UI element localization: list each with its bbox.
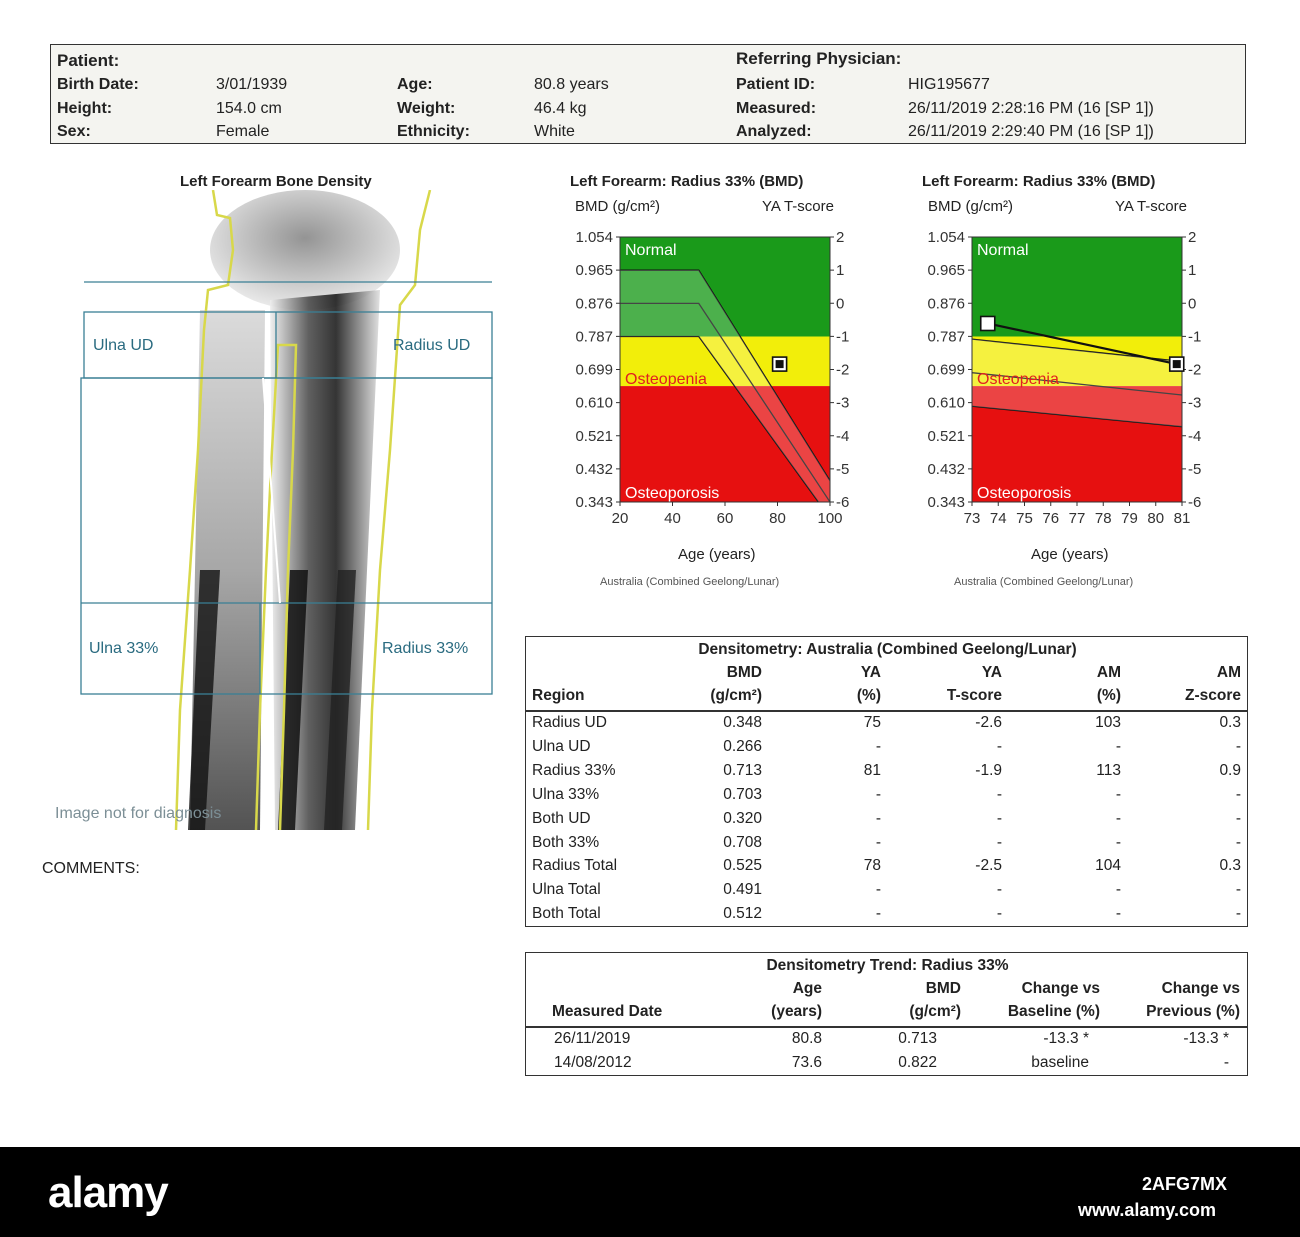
chart1-point-marker-0 bbox=[776, 360, 784, 368]
densitometry-header-top-5: AM bbox=[1216, 664, 1241, 681]
weight-label: Weight: bbox=[397, 100, 456, 117]
densitometry-cell-r6-c4: 104 bbox=[1095, 857, 1121, 875]
chart1-zone-label-0: Normal bbox=[625, 242, 677, 259]
patient-id-label: Patient ID: bbox=[736, 76, 816, 93]
densitometry-header-4: (%) bbox=[1096, 687, 1121, 704]
chart2-xtick-label: 74 bbox=[989, 510, 1007, 527]
densitometry-cell-r7-c1: 0.491 bbox=[723, 881, 762, 899]
chart2-xtick-label: 77 bbox=[1068, 510, 1086, 527]
chart2-ytick-label: 0.610 bbox=[927, 394, 965, 412]
densitometry-cell-r6-c2: 78 bbox=[863, 857, 881, 875]
height-value: 154.0 cm bbox=[216, 100, 282, 117]
chart1-zone-label-1: Osteopenia bbox=[625, 371, 707, 389]
chart2-plot bbox=[912, 222, 1232, 542]
comments-label: COMMENTS: bbox=[42, 860, 140, 877]
radius-ud-label: Radius UD bbox=[393, 337, 471, 354]
densitometry-header-2: (%) bbox=[856, 687, 881, 704]
chart1-ytick-label: 0.610 bbox=[575, 394, 613, 412]
chart2-xtick-label: 79 bbox=[1121, 510, 1138, 527]
chart2-y2tick-label: 0 bbox=[1188, 295, 1197, 313]
densitometry-cell-r1-c5: - bbox=[1235, 737, 1241, 755]
densitometry-cell-r7-c0: Ulna Total bbox=[532, 881, 601, 899]
densitometry-cell-r8-c5: - bbox=[1235, 905, 1241, 923]
measured-value: 26/11/2019 2:28:16 PM (16 [SP 1]) bbox=[908, 100, 1154, 117]
chart1-y2tick-label: -1 bbox=[836, 328, 850, 346]
chart1-y2tick-label: -6 bbox=[836, 494, 850, 511]
densitometry-cell-r7-c3: - bbox=[996, 881, 1002, 899]
chart2-point-0 bbox=[981, 316, 995, 330]
densitometry-header-5: Z-score bbox=[1185, 687, 1241, 704]
trend-header-rule bbox=[526, 1026, 1247, 1028]
chart1-xtick-label: 60 bbox=[716, 510, 734, 527]
chart2-xtick-label: 75 bbox=[1016, 510, 1033, 527]
alamy-logo: alamy bbox=[48, 1168, 168, 1217]
densitometry-cell-r3-c5: - bbox=[1235, 785, 1241, 803]
densitometry-cell-r3-c3: - bbox=[996, 785, 1002, 803]
densitometry-cell-r6-c1: 0.525 bbox=[723, 857, 762, 875]
densitometry-cell-r5-c5: - bbox=[1235, 833, 1241, 851]
chart2-ytick-label: 0.699 bbox=[927, 361, 965, 379]
chart2-title: Left Forearm: Radius 33% (BMD) bbox=[922, 173, 1156, 190]
forearm-scan-image bbox=[55, 190, 500, 830]
chart2-y2tick-label: -6 bbox=[1188, 494, 1202, 511]
chart1-y2tick-label: -4 bbox=[836, 427, 850, 445]
patient-id-value: HIG195677 bbox=[908, 76, 990, 93]
chart1-y2label: YA T-score bbox=[762, 198, 834, 215]
trend-header-1: (years) bbox=[771, 1003, 822, 1020]
ethnicity-label: Ethnicity: bbox=[397, 123, 470, 140]
chart1-ytick-label: 0.787 bbox=[575, 328, 613, 346]
chart1-plot bbox=[560, 222, 880, 542]
chart1-footnote: Australia (Combined Geelong/Lunar) bbox=[600, 576, 780, 588]
birth-date-value: 3/01/1939 bbox=[216, 76, 288, 93]
chart2-zone-label-0: Normal bbox=[977, 242, 1029, 259]
densitometry-cell-r2-c1: 0.713 bbox=[723, 761, 762, 779]
densitometry-header-1: (g/cm²) bbox=[710, 687, 762, 704]
densitometry-cell-r4-c1: 0.320 bbox=[723, 809, 762, 827]
chart2-ytick-label: 0.965 bbox=[927, 262, 965, 280]
chart1-xtick-label: 100 bbox=[817, 510, 843, 527]
densitometry-cell-r0-c4: 103 bbox=[1095, 714, 1121, 731]
trend-cell-r1-c1: 73.6 bbox=[791, 1054, 822, 1071]
patient-label: Patient: bbox=[57, 51, 120, 70]
trend-title: Densitometry Trend: Radius 33% bbox=[766, 957, 1009, 974]
trend-header-top-1: Age bbox=[792, 980, 822, 997]
densitometry-cell-r7-c5: - bbox=[1235, 881, 1241, 899]
densitometry-cell-r1-c2: - bbox=[875, 737, 881, 755]
trend-cell-r0-c2: 0.713 bbox=[898, 1030, 937, 1047]
chart2-ytick-label: 0.876 bbox=[927, 295, 965, 313]
chart2-ylabel: BMD (g/cm²) bbox=[928, 198, 1013, 215]
chart2-footnote: Australia (Combined Geelong/Lunar) bbox=[954, 576, 1134, 588]
densitometry-cell-r2-c4: 113 bbox=[1096, 761, 1121, 779]
trend-cell-r0-c0: 26/11/2019 bbox=[554, 1030, 631, 1047]
trend-header-top-2: BMD bbox=[925, 980, 961, 997]
densitometry-header-top-3: YA bbox=[981, 664, 1002, 681]
densitometry-cell-r7-c2: - bbox=[875, 881, 881, 899]
densitometry-cell-r3-c1: 0.703 bbox=[723, 785, 762, 803]
densitometry-cell-r4-c3: - bbox=[996, 809, 1002, 827]
chart1-xlabel: Age (years) bbox=[678, 546, 756, 563]
ulna-ud-label: Ulna UD bbox=[93, 337, 154, 354]
age-value: 80.8 years bbox=[534, 76, 609, 93]
chart2-y2tick-label: -1 bbox=[1188, 328, 1202, 346]
densitometry-cell-r4-c0: Both UD bbox=[532, 809, 591, 827]
chart1-ytick-label: 0.432 bbox=[575, 460, 613, 478]
chart2-zone-label-2: Osteoporosis bbox=[977, 485, 1072, 502]
chart1-ytick-label: 0.965 bbox=[575, 262, 613, 280]
densitometry-cell-r5-c0: Both 33% bbox=[532, 833, 600, 851]
densitometry-cell-r0-c3: -2.6 bbox=[975, 714, 1002, 731]
scan-title: Left Forearm Bone Density bbox=[180, 173, 372, 190]
densitometry-cell-r5-c4: - bbox=[1115, 833, 1121, 851]
chart1-ytick-label: 0.521 bbox=[575, 427, 613, 445]
densitometry-cell-r8-c2: - bbox=[875, 905, 881, 923]
chart2-xtick-label: 81 bbox=[1173, 510, 1191, 527]
trend-header-top-4: Change vs bbox=[1161, 980, 1240, 997]
chart1-xtick-label: 80 bbox=[769, 510, 786, 527]
trend-header-top-3: Change vs bbox=[1021, 980, 1100, 997]
chart1-xtick-label: 20 bbox=[611, 510, 629, 527]
chart2-xtick-label: 73 bbox=[963, 510, 981, 527]
densitometry-cell-r1-c1: 0.266 bbox=[723, 737, 762, 755]
chart1-zone-label-2: Osteoporosis bbox=[625, 485, 720, 502]
chart2-point-marker-1 bbox=[1173, 360, 1181, 368]
measured-label: Measured: bbox=[736, 100, 817, 117]
watermark-bar bbox=[0, 1147, 1300, 1237]
densitometry-cell-r4-c5: - bbox=[1235, 809, 1241, 827]
densitometry-cell-r7-c4: - bbox=[1115, 881, 1121, 899]
trend-header-0: Measured Date bbox=[552, 1003, 663, 1020]
chart1-title: Left Forearm: Radius 33% (BMD) bbox=[570, 173, 804, 190]
chart1-ytick-label: 0.343 bbox=[575, 494, 613, 511]
chart2-y2tick-label: -3 bbox=[1188, 394, 1202, 412]
trend-cell-r0-c4: -13.3 * bbox=[1183, 1030, 1229, 1047]
densitometry-cell-r6-c0: Radius Total bbox=[532, 857, 618, 875]
densitometry-cell-r8-c4: - bbox=[1115, 905, 1121, 923]
densitometry-cell-r2-c5: 0.9 bbox=[1219, 761, 1241, 779]
weight-value: 46.4 kg bbox=[534, 100, 587, 117]
densitometry-cell-r3-c2: - bbox=[875, 785, 881, 803]
sex-label: Sex: bbox=[57, 123, 91, 140]
densitometry-cell-r0-c0: Radius UD bbox=[532, 714, 607, 731]
chart1-y2tick-label: -2 bbox=[836, 361, 850, 379]
chart1-y2tick-label: 1 bbox=[836, 262, 845, 280]
densitometry-cell-r1-c4: - bbox=[1115, 737, 1121, 755]
trend-cell-r0-c1: 80.8 bbox=[791, 1030, 822, 1047]
chart2-zone-label-1: Osteopenia bbox=[977, 371, 1059, 389]
chart1-ylabel: BMD (g/cm²) bbox=[575, 198, 660, 215]
densitometry-cell-r0-c5: 0.3 bbox=[1219, 714, 1241, 731]
trend-cell-r1-c2: 0.822 bbox=[898, 1054, 937, 1071]
chart1-ytick-label: 1.054 bbox=[575, 229, 613, 246]
chart2-ytick-label: 0.343 bbox=[927, 494, 965, 511]
densitometry-header-top-2: YA bbox=[860, 664, 881, 681]
densitometry-cell-r4-c4: - bbox=[1115, 809, 1121, 827]
densitometry-cell-r3-c0: Ulna 33% bbox=[532, 785, 600, 803]
disclaimer-text: Image not for diagnosis bbox=[55, 805, 222, 822]
trend-header-4: Previous (%) bbox=[1146, 1003, 1240, 1020]
densitometry-header-3: T-score bbox=[946, 687, 1002, 704]
chart2-y2tick-label: 2 bbox=[1188, 229, 1197, 246]
chart2-xlabel: Age (years) bbox=[1031, 546, 1109, 563]
densitometry-cell-r3-c4: - bbox=[1115, 785, 1121, 803]
chart2-ytick-label: 0.521 bbox=[927, 427, 965, 445]
chart1-xtick-label: 40 bbox=[664, 510, 681, 527]
trend-header-2: (g/cm²) bbox=[909, 1003, 961, 1020]
densitometry-cell-r1-c0: Ulna UD bbox=[532, 737, 591, 755]
patient-info-header bbox=[50, 44, 1246, 144]
chart2-ytick-label: 1.054 bbox=[927, 229, 965, 246]
densitometry-cell-r2-c3: -1.9 bbox=[975, 761, 1002, 779]
chart1-y2tick-label: -5 bbox=[836, 460, 850, 478]
densitometry-cell-r6-c5: 0.3 bbox=[1219, 857, 1241, 875]
sex-value: Female bbox=[216, 123, 270, 140]
densitometry-cell-r8-c3: - bbox=[996, 905, 1002, 923]
chart2-xtick-label: 76 bbox=[1042, 510, 1060, 527]
chart2-y2tick-label: 1 bbox=[1188, 262, 1197, 280]
trend-table bbox=[525, 952, 1248, 1076]
chart1-ytick-label: 0.699 bbox=[575, 361, 613, 379]
ethnicity-value: White bbox=[534, 123, 575, 140]
densitometry-cell-r0-c2: 75 bbox=[863, 714, 881, 731]
trend-cell-r0-c3: -13.3 * bbox=[1043, 1030, 1089, 1047]
densitometry-cell-r8-c0: Both Total bbox=[532, 905, 601, 923]
trend-cell-r1-c0: 14/08/2012 bbox=[554, 1054, 632, 1071]
densitometry-cell-r8-c1: 0.512 bbox=[723, 905, 762, 923]
densitometry-header-rule bbox=[526, 710, 1247, 712]
densitometry-cell-r6-c3: -2.5 bbox=[975, 857, 1002, 875]
densitometry-cell-r0-c1: 0.348 bbox=[723, 714, 762, 731]
densitometry-cell-r4-c2: - bbox=[875, 809, 881, 827]
chart1-y2tick-label: -3 bbox=[836, 394, 850, 412]
trend-header-3: Baseline (%) bbox=[1007, 1003, 1100, 1020]
densitometry-cell-r5-c2: - bbox=[875, 833, 881, 851]
chart1-y2tick-label: 2 bbox=[836, 229, 845, 246]
forearm-scan-graphic bbox=[80, 190, 500, 830]
radius-33-label: Radius 33% bbox=[382, 640, 469, 657]
trend-cell-r1-c4: - bbox=[1223, 1054, 1229, 1071]
densitometry-table bbox=[525, 636, 1248, 927]
height-label: Height: bbox=[57, 100, 113, 117]
chart1-ytick-label: 0.876 bbox=[575, 295, 613, 313]
densitometry-cell-r2-c0: Radius 33% bbox=[532, 761, 616, 779]
densitometry-header-top-1: BMD bbox=[726, 664, 762, 681]
age-label: Age: bbox=[397, 76, 433, 93]
chart2-ytick-label: 0.432 bbox=[927, 460, 965, 478]
densitometry-cell-r2-c2: 81 bbox=[863, 761, 881, 779]
chart2-xtick-label: 80 bbox=[1147, 510, 1165, 527]
image-id: 2AFG7MX bbox=[1142, 1174, 1228, 1194]
densitometry-cell-r5-c3: - bbox=[996, 833, 1002, 851]
densitometry-cell-r5-c1: 0.708 bbox=[723, 833, 762, 851]
site-url: www.alamy.com bbox=[1078, 1200, 1217, 1220]
densitometry-cell-r1-c3: - bbox=[996, 737, 1002, 755]
densitometry-header-0: Region bbox=[532, 687, 585, 704]
chart2-y2tick-label: -5 bbox=[1188, 460, 1202, 478]
referring-physician-label: Referring Physician: bbox=[736, 49, 902, 68]
analyzed-label: Analyzed: bbox=[736, 123, 812, 140]
ulna-33-label: Ulna 33% bbox=[89, 640, 159, 657]
trend-cell-r1-c3: baseline bbox=[1031, 1054, 1089, 1071]
densitometry-title: Densitometry: Australia (Combined Geelong/Lunar) bbox=[698, 641, 1077, 658]
chart2-ytick-label: 0.787 bbox=[927, 328, 965, 346]
chart1-y2tick-label: 0 bbox=[836, 295, 845, 313]
densitometry-header-top-4: AM bbox=[1096, 664, 1121, 681]
birth-date-label: Birth Date: bbox=[57, 76, 139, 93]
chart2-xtick-label: 78 bbox=[1094, 510, 1112, 527]
chart2-y2tick-label: -2 bbox=[1188, 361, 1202, 379]
chart2-y2tick-label: -4 bbox=[1188, 427, 1202, 445]
chart2-y2label: YA T-score bbox=[1115, 198, 1187, 215]
analyzed-value: 26/11/2019 2:29:40 PM (16 [SP 1]) bbox=[908, 123, 1154, 140]
